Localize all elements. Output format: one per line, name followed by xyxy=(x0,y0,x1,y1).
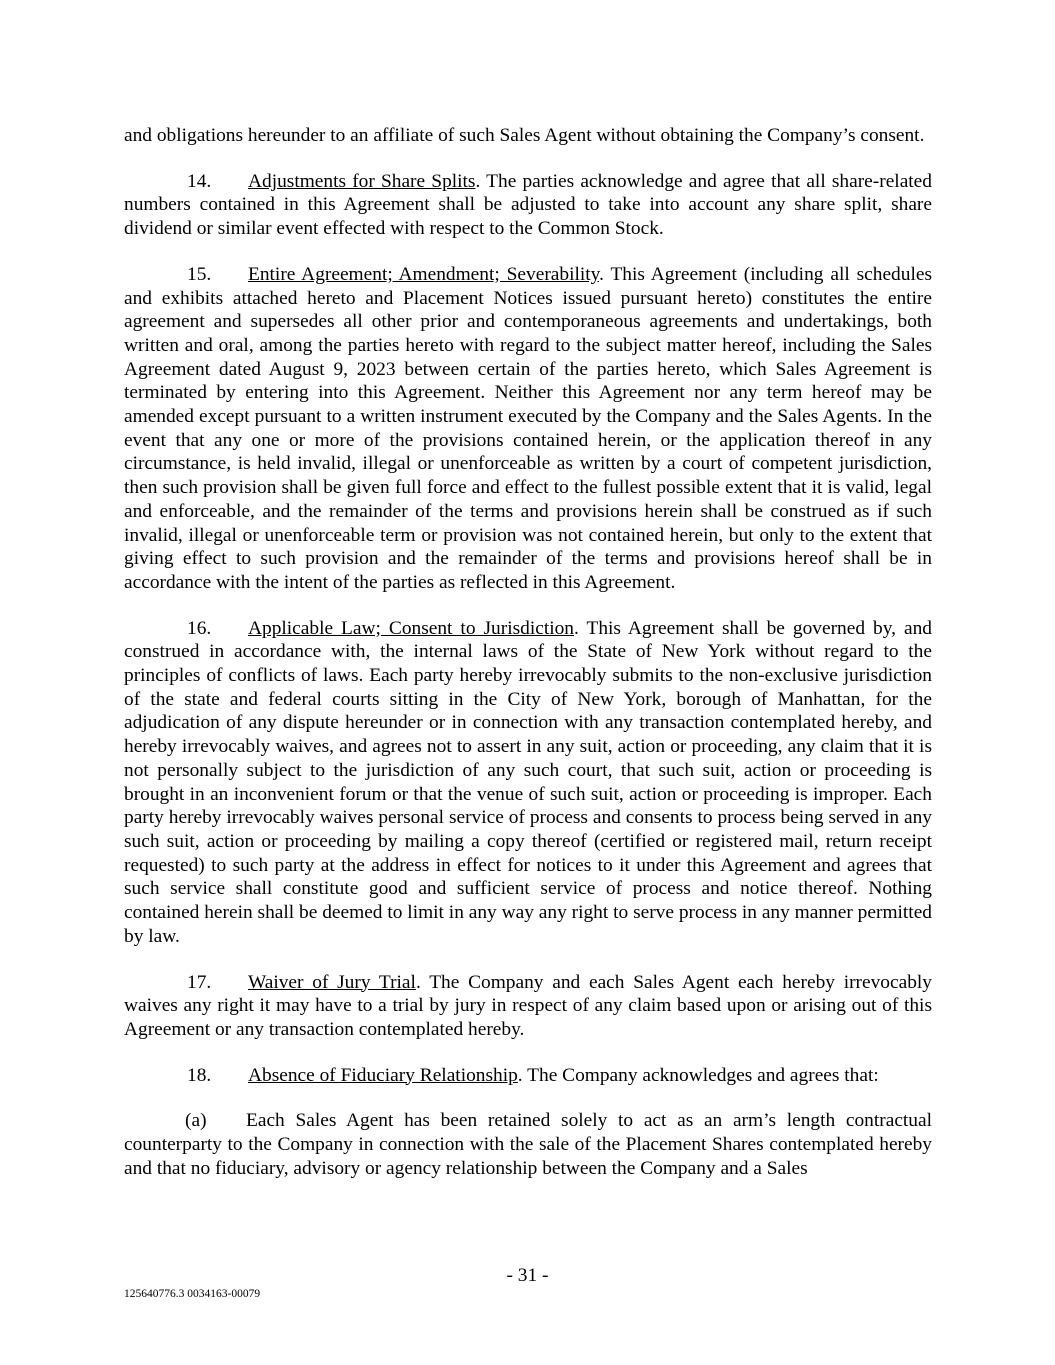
subsection-label: (a) xyxy=(185,1110,207,1132)
heading-punctuation: . xyxy=(573,617,579,639)
section-number: 16. xyxy=(187,617,212,639)
page-number: - 31 - xyxy=(506,1265,549,1286)
subsection-body: Each Sales Agent has been retained solely to act as an arm’s length contractual counterparty to the Company in connection with the sale of the Placement Shares contemplated hereby and that no fiduciary, advisory or agency relationship between the Company and a Sales xyxy=(124,1110,932,1179)
heading-punctuation: . xyxy=(415,971,421,993)
section-number: 17. xyxy=(187,971,212,993)
heading-punctuation: . xyxy=(517,1064,523,1086)
section-body: The Company acknowledges and agrees that: xyxy=(522,1064,879,1086)
heading-punctuation: . xyxy=(475,170,481,192)
section-17 xyxy=(124,971,932,1042)
section-number: 14. xyxy=(187,170,212,192)
section-14 xyxy=(124,170,932,241)
subsection-a xyxy=(124,1109,932,1180)
section-body: This Agreement (including all schedules and exhibits attached hereto and Placement Notices issued pursuant hereto) constitutes the entire agreement and supersedes all other prior and contemporaneous agreements and undertakings, both written and oral, among the parties hereto with regard to the subject matter hereof, including the Sales Agreement dated August 9, 2023 between certain of the parties hereto, which Sales Agreement is terminated by entering into this Agreement. Neither this Agreement nor any term hereof may be amended except pursuant to a written instrument executed by the Company and the Sales Agents. In the event that any one or more of the provisions contained herein, or the application thereof in any circumstance, is held invalid, illegal or unenforceable as written by a court of competent jurisdiction, then such provision shall be given full force and effect to the fullest possible extent that it is valid, legal and enforceable, and the remainder of the terms and provisions herein shall be construed as if such invalid, illegal or unenforceable term or provision was not contained herein, but only to the extent that giving effect to such provision and the remainder of the terms and provisions hereof shall be in accordance with the intent of the parties as reflected in this Agreement. xyxy=(124,263,932,593)
heading-punctuation: . xyxy=(599,263,604,285)
section-heading: Applicable Law; Consent to Jurisdiction xyxy=(248,617,574,639)
section-heading: Entire Agreement; Amendment; Severability xyxy=(248,263,600,285)
section-body: This Agreement shall be governed by, and construed in accordance with, the internal laws of the State of New York without regard to the principles of conflicts of laws. Each party hereby irrevocably submits to the non-exclusive jurisdiction of the state and federal courts sitting in the City of New York, borough of Manhattan, for the adjudication of any dispute hereunder or in connection with any transaction contemplated hereby, and hereby irrevocably waives, and agrees not to assert in any suit, action or proceeding, any claim that it is not personally subject to the jurisdiction of any such court, that such suit, action or proceeding is brought in an inconvenient forum or that the venue of such suit, action or proceeding is improper. Each party hereby irrevocably waives personal service of process and consents to process being served in any such suit, action or proceeding by mailing a copy thereof (certified or registered mail, return receipt requested) to such party at the address in effect for notices to it under this Agreement and agrees that such service shall constitute good and sufficient service of process and notice thereof. Nothing contained herein shall be deemed to limit in any way any right to serve process in any manner permitted by law. xyxy=(124,617,932,947)
continuation-paragraph: and obligations hereunder to an affiliate of such Sales Agent without obtaining the Company’s consent. xyxy=(124,125,925,146)
section-heading: Absence of Fiduciary Relationship xyxy=(248,1064,518,1086)
section-16 xyxy=(124,617,932,949)
document-page xyxy=(124,124,932,1202)
section-heading: Waiver of Jury Trial xyxy=(248,971,416,993)
section-body: The parties acknowledge and agree that all share-related numbers contained in this Agreement shall be adjusted to take into account any share split, share dividend or similar event effected with respect to the Common Stock. xyxy=(124,170,932,240)
section-number: 15. xyxy=(187,263,212,285)
section-number: 18. xyxy=(187,1064,212,1086)
section-heading: Adjustments for Share Splits xyxy=(248,170,476,192)
section-18 xyxy=(124,1064,932,1088)
section-15 xyxy=(124,263,932,595)
document-id: 125640776.3 0034163-00079 xyxy=(124,1288,261,1300)
section-body: The Company and each Sales Agent each hereby irrevocably waives any right it may have to a trial by jury in respect of any claim based upon or arising out of this Agreement or any transaction contemplated hereby. xyxy=(124,971,932,1040)
